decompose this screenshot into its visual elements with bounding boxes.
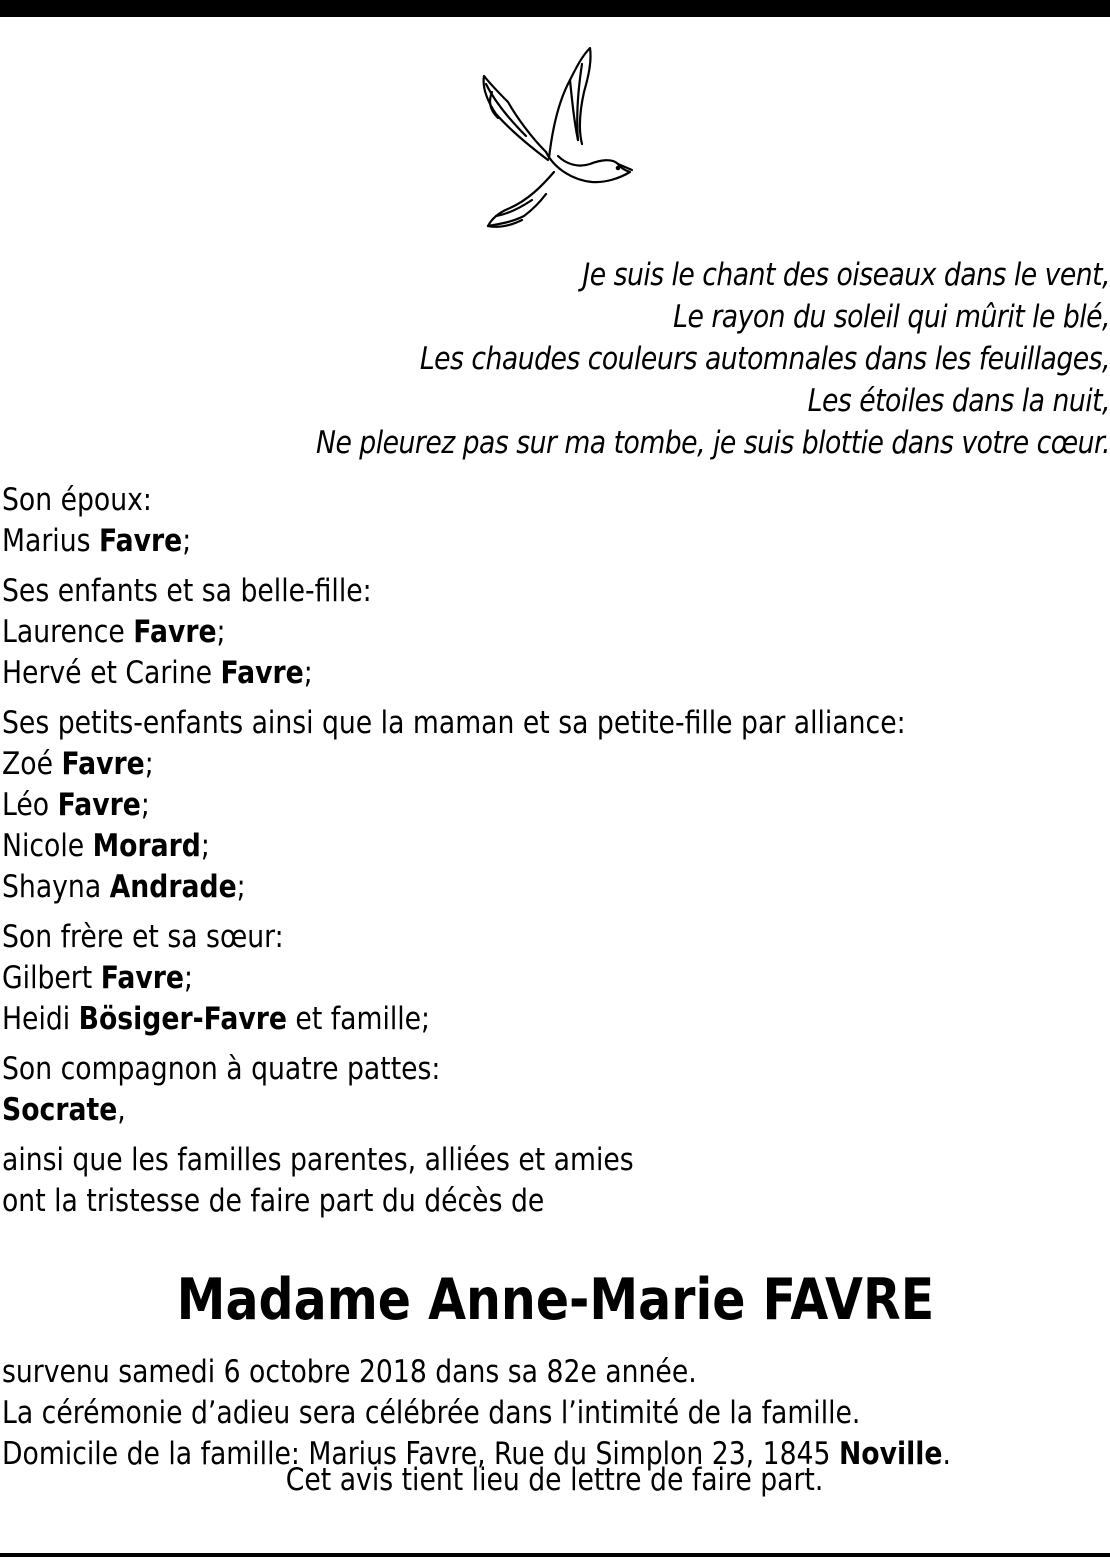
top-border	[0, 0, 1110, 17]
family-member: Zoé Favre;	[2, 746, 154, 782]
group-siblings	[2, 917, 1102, 1040]
poem-line: Les étoiles dans la nuit,	[807, 383, 1110, 419]
details-ceremony: La cérémonie d’adieu sera célébrée dans l’intimité de la famille.	[2, 1395, 861, 1431]
poem-line: Ne pleurez pas sur ma tombe, je suis blottie dans votre cœur.	[316, 425, 1110, 461]
family-member: Hervé et Carine Favre;	[2, 655, 313, 691]
group-pet	[2, 1049, 1102, 1131]
family-member: Marius Favre;	[2, 523, 192, 559]
family-member: Laurence Favre;	[2, 614, 226, 650]
group-heading: Son compagnon à quatre pattes:	[2, 1051, 441, 1087]
poem-line: Je suis le chant des oiseaux dans le vent,	[582, 257, 1110, 293]
group-heading: Ses enfants et sa belle-fille:	[2, 573, 372, 609]
group-spouse	[2, 480, 1102, 562]
group-heading: Son frère et sa sœur:	[2, 919, 284, 955]
announcement-line: ont la tristesse de faire part du décès de	[2, 1183, 545, 1219]
announcement	[2, 1140, 1102, 1222]
poem-line: Le rayon du soleil qui mûrit le blé,	[673, 299, 1110, 335]
details-address: Domicile de la famille: Marius Favre, Rue du Simplon 23, 1845 Noville.	[2, 1436, 951, 1472]
deceased-name: Madame Anne-Marie FAVRE	[176, 1267, 934, 1333]
details	[2, 1352, 1102, 1475]
announcement-line: ainsi que les familles parentes, alliées et amies	[2, 1142, 634, 1178]
family-member: Léo Favre;	[2, 787, 150, 823]
family-member: Heidi Bösiger-Favre et famille;	[2, 1001, 431, 1037]
family-list	[2, 480, 1102, 1231]
dove-icon	[474, 40, 636, 232]
poem	[10, 254, 1110, 464]
family-member: Nicole Morard;	[2, 828, 210, 864]
group-children	[2, 571, 1102, 694]
group-heading: Ses petits-enfants ainsi que la maman et sa petite-fille par alliance:	[2, 705, 906, 741]
family-member: Socrate,	[2, 1092, 126, 1128]
family-member: Gilbert Favre;	[2, 960, 193, 996]
family-member: Shayna Andrade;	[2, 869, 246, 905]
bottom-border	[0, 1553, 1110, 1557]
details-date: survenu samedi 6 octobre 2018 dans sa 82e année.	[2, 1354, 697, 1390]
group-heading: Son époux:	[2, 482, 152, 518]
poem-line: Les chaudes couleurs automnales dans les feuillages,	[419, 341, 1110, 377]
notice: Cet avis tient lieu de lettre de faire part.	[286, 1462, 824, 1498]
group-grandchildren	[2, 703, 1102, 908]
